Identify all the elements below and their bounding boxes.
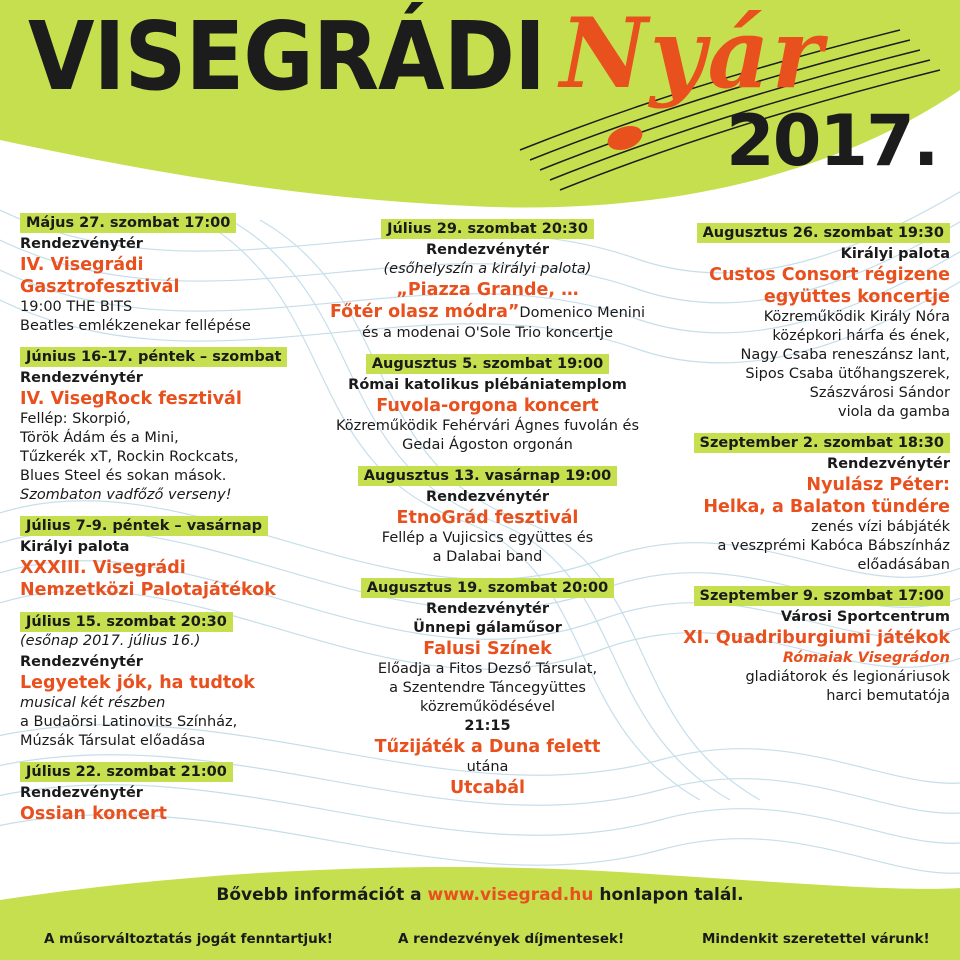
event-line: a veszprémi Kabóca Bábszínház — [717, 538, 950, 554]
event-title: Ossian koncert — [20, 804, 167, 824]
event-line: Török Ádám és a Mini, — [20, 430, 179, 446]
event-note: (esőhelyszín a királyi palota) — [383, 261, 592, 277]
event-note: Szombaton vadfőző verseny! — [20, 487, 232, 503]
event-line: a Budaörsi Latinovits Színház, — [20, 714, 238, 730]
left-column — [20, 212, 305, 835]
event-line: Szászvárosi Sándor — [809, 385, 950, 401]
event-title: EtnoGrád fesztivál — [396, 508, 579, 528]
event-title: Fuvola-orgona koncert — [376, 396, 599, 416]
event-line: Közreműködik Fehérvári Ágnes fuvolán és — [335, 418, 640, 434]
event-line: utána — [466, 759, 509, 775]
event-title: Legyetek jók, ha tudtok — [20, 673, 255, 693]
footer-info-before: Bővebb információt a — [216, 885, 428, 905]
event-date: Július 29. szombat 20:30 — [381, 219, 594, 239]
website-link[interactable]: www.visegrad.hu — [427, 885, 594, 905]
event-venue: Rendezvénytér — [20, 370, 143, 386]
event-legyetek-jok — [20, 611, 305, 751]
event-date: Augusztus 5. szombat 19:00 — [366, 354, 609, 374]
event-title: Helka, a Balaton tündére — [703, 497, 950, 517]
event-venue: Királyi palota — [840, 246, 950, 262]
event-title: Nyulász Péter: — [806, 475, 950, 495]
event-subtitle: Rómaiak Visegrádon — [782, 650, 950, 666]
footer-info-after: honlapon talál. — [593, 885, 744, 905]
event-title: Tűzijáték a Duna felett — [374, 737, 601, 757]
right-column — [660, 222, 950, 716]
event-custos-consort — [660, 222, 950, 422]
event-title: Falusi Színek — [423, 639, 552, 659]
event-venue: Rendezvénytér — [426, 489, 549, 505]
title-year: 2017. — [726, 100, 938, 182]
event-line: Beatles emlékzenekar fellépése — [20, 318, 251, 334]
event-line: középkori hárfa és ének, — [772, 328, 950, 344]
event-title: XXXIII. Visegrádi — [20, 558, 186, 578]
event-title: Nemzetközi Palotajátékok — [20, 580, 276, 600]
event-venue: Királyi palota — [20, 539, 130, 555]
event-falusi-szinek — [305, 577, 670, 799]
event-visegrock — [20, 346, 305, 505]
footer-note-free: A rendezvények díjmentesek! — [398, 931, 625, 947]
header — [0, 0, 960, 200]
event-line: a Dalabai band — [432, 549, 543, 565]
title-script: Nyár — [560, 0, 825, 110]
event-line: Fellép a Vujicsics együttes és — [381, 530, 594, 546]
footer-note-rights: A műsorváltoztatás jogát fenntartjuk! — [44, 931, 333, 947]
title-main: VISEGRÁDI — [28, 2, 545, 113]
middle-column — [305, 218, 670, 809]
event-line: előadásában — [857, 557, 950, 573]
event-ossian — [20, 761, 305, 825]
event-piazza-grande — [305, 218, 670, 343]
event-title: Utcabál — [449, 778, 526, 798]
event-date: Május 27. szombat 17:00 — [20, 213, 236, 233]
event-line: gladiátorok és legionáriusok — [745, 669, 950, 685]
event-quadriburgium — [660, 585, 950, 706]
event-venue: Rendezvénytér — [426, 601, 549, 617]
event-line: a Szentendre Táncegyüttes — [389, 680, 586, 696]
event-etnograd — [305, 465, 670, 567]
event-line: Nagy Csaba reneszánsz lant, — [740, 347, 950, 363]
event-venue: Rendezvénytér — [426, 242, 549, 258]
event-title: IV. Visegrádi Gasztrofesztivál — [20, 255, 180, 297]
event-date: Július 15. szombat 20:30 — [20, 612, 233, 632]
event-line: Gedai Ágoston orgonán — [402, 437, 573, 453]
event-title — [305, 301, 670, 324]
event-title-part: Főtér olasz módra” — [329, 302, 520, 322]
event-palotajatekok — [20, 515, 305, 601]
event-note: (esőnap 2017. július 16.) — [20, 633, 201, 649]
event-venue: Rendezvénytér — [20, 785, 143, 801]
event-helka — [660, 432, 950, 575]
event-date: Augusztus 19. szombat 20:00 — [361, 578, 614, 598]
event-title: IV. VisegRock fesztivál — [20, 389, 242, 409]
event-venue: Római katolikus plébániatemplom — [348, 377, 627, 393]
event-venue: Rendezvénytér — [20, 236, 143, 252]
event-line: közreműködésével — [419, 699, 556, 715]
event-fuvola-orgona — [305, 353, 670, 455]
event-date: Július 7-9. péntek – vasárnap — [20, 516, 268, 536]
footer — [0, 884, 960, 947]
event-date: Augusztus 26. szombat 19:30 — [697, 223, 950, 243]
event-line: viola da gamba — [837, 404, 950, 420]
footer-info — [0, 884, 960, 906]
event-time: 21:15 — [464, 718, 511, 734]
footer-notes — [0, 930, 960, 950]
event-line: Tűzkerék xT, Rockin Rockcats, — [20, 449, 239, 465]
event-title: XI. Quadriburgiumi játékok — [683, 628, 950, 648]
footer-note-welcome: Mindenkit szeretettel várunk! — [702, 931, 930, 947]
event-line: Közreműködik Király Nóra — [763, 309, 950, 325]
event-venue: Városi Sportcentrum — [780, 609, 950, 625]
event-line: Sipos Csaba ütőhangszerek, — [745, 366, 950, 382]
event-venue: Rendezvénytér — [20, 654, 143, 670]
event-venue: Ünnepi gálaműsor — [413, 620, 562, 636]
event-date: Szeptember 9. szombat 17:00 — [694, 586, 950, 606]
event-line: Múzsák Társulat előadása — [20, 733, 206, 749]
event-date: Június 16-17. péntek – szombat — [20, 347, 287, 367]
event-inline-text: Domenico Menini — [519, 305, 646, 321]
event-title: együttes koncertje — [763, 287, 950, 307]
event-line: és a modenai O'Sole Trio koncertje — [361, 325, 614, 341]
event-venue: Rendezvénytér — [827, 456, 950, 472]
event-line: Előadja a Fitos Dezső Társulat, — [377, 661, 598, 677]
event-title: „Piazza Grande, … — [396, 280, 579, 300]
event-line: zenés vízi bábjáték — [811, 519, 950, 535]
event-line: Blues Steel és sokan mások. — [20, 468, 227, 484]
event-title: Custos Consort régizene — [709, 265, 950, 285]
event-date: Augusztus 13. vasárnap 19:00 — [358, 466, 617, 486]
event-gasztrofesztival — [20, 212, 305, 336]
event-line: 19:00 THE BITS — [20, 299, 133, 315]
event-line: Fellép: Skorpió, — [20, 411, 131, 427]
event-note: musical két részben — [20, 695, 166, 711]
event-date: Július 22. szombat 21:00 — [20, 762, 233, 782]
event-date: Szeptember 2. szombat 18:30 — [694, 433, 950, 453]
event-line: harci bemutatója — [826, 688, 950, 704]
